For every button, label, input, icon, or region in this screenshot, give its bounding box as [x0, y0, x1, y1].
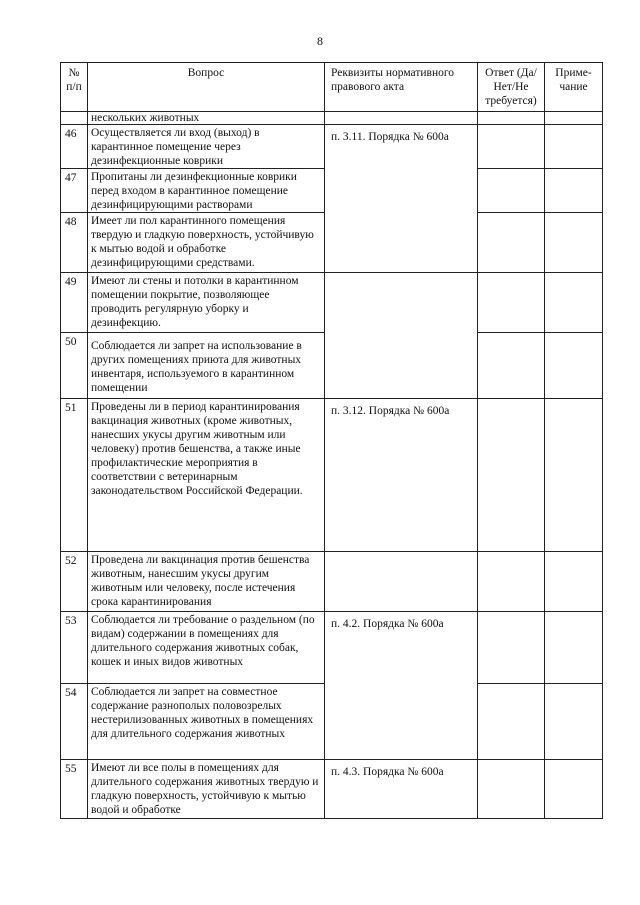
answer-cell[interactable]: [478, 333, 545, 399]
row-ref: [325, 273, 478, 333]
answer-cell[interactable]: [478, 273, 545, 333]
answer-cell[interactable]: [478, 684, 545, 760]
checklist-table: [60, 62, 603, 819]
note-cell[interactable]: [545, 213, 603, 273]
note-cell[interactable]: [545, 399, 603, 552]
table-row: [61, 112, 603, 125]
row-ref: п. 3.11. Порядка № 600а: [325, 125, 478, 169]
row-question: Имеют ли стены и потолки в карантинном помещении покрытие, позволяющее проводить регулярную уборку и дезинфекцию.: [88, 273, 325, 333]
answer-cell[interactable]: [478, 125, 545, 169]
page-number: 8: [317, 34, 323, 48]
table-row: [61, 399, 603, 552]
note-cell[interactable]: [545, 684, 603, 760]
table-row: [61, 273, 603, 333]
row-question: Проведены ли в период карантинирования вакцинация животных (кроме животных, нанесших укусы другим животным или человеку) против бешенства, а также иные профилактические мероприятия в соответствии с ветеринарным законодательством Российской Федерации.: [88, 399, 325, 552]
row-ref: [325, 552, 478, 612]
row-ref: [325, 213, 478, 273]
row-question: нескольких животных: [88, 112, 325, 125]
row-ref: п. 4.3. Порядка № 600а: [325, 760, 478, 819]
note-cell[interactable]: [545, 125, 603, 169]
row-num: 55: [61, 760, 88, 819]
table-row: [61, 684, 603, 760]
answer-cell[interactable]: [478, 399, 545, 552]
row-num: [61, 112, 88, 125]
answer-cell[interactable]: [478, 760, 545, 819]
row-num: 54: [61, 684, 88, 760]
row-ref: [325, 684, 478, 760]
table-row: [61, 169, 603, 213]
row-question: Имеет ли пол карантинного помещения твердую и гладкую поверхность, устойчивую к мытью водой и обработке дезинфицирующими средствами.: [88, 213, 325, 273]
row-num: 49: [61, 273, 88, 333]
row-num: 51: [61, 399, 88, 552]
table-row: [61, 760, 603, 819]
answer-cell[interactable]: [478, 552, 545, 612]
table-row: [61, 333, 603, 399]
note-cell[interactable]: [545, 333, 603, 399]
row-num: 53: [61, 612, 88, 684]
answer-cell[interactable]: [478, 169, 545, 213]
header-requisites: Реквизиты нормативного правового акта: [325, 63, 478, 112]
note-cell[interactable]: [545, 552, 603, 612]
answer-cell[interactable]: [478, 112, 545, 125]
row-question: Соблюдается ли запрет на использование в других помещениях приюта для животных инвентаря, используемого в карантинном помещении: [88, 333, 325, 399]
header-num: № п/п: [61, 63, 88, 112]
row-question: Пропитаны ли дезинфекционные коврики перед входом в карантинное помещение дезинфицирующими растворами: [88, 169, 325, 213]
table-row: [61, 125, 603, 169]
note-cell[interactable]: [545, 169, 603, 213]
header-question: Вопрос: [88, 63, 325, 112]
table-header-row: [61, 63, 603, 112]
header-answer: Ответ (Да/ Нет/Не требуется): [478, 63, 545, 112]
note-cell[interactable]: [545, 760, 603, 819]
header-note: Приме- чание: [545, 63, 603, 112]
row-question: Осуществляется ли вход (выход) в карантинное помещение через дезинфекционные коврики: [88, 125, 325, 169]
row-ref: п. 4.2. Порядка № 600а: [325, 612, 478, 684]
table-row: [61, 552, 603, 612]
table-row: [61, 213, 603, 273]
row-ref: п. 3.12. Порядка № 600а: [325, 399, 478, 552]
row-question: Соблюдается ли требование о раздельном (по видам) содержании в помещениях для длительного содержания животных собак, кошек и иных видов животных: [88, 612, 325, 684]
row-question: Имеют ли все полы в помещениях для длительного содержания животных твердую и гладкую поверхность, устойчивую к мытью водой и обработке: [88, 760, 325, 819]
row-num: 46: [61, 125, 88, 169]
row-num: 47: [61, 169, 88, 213]
row-num: 50: [61, 333, 88, 399]
row-num: 48: [61, 213, 88, 273]
row-question: Соблюдается ли запрет на совместное содержание разнополых половозрелых нестерилизованных животных в помещениях для длительного содержания животных: [88, 684, 325, 760]
row-question: Проведена ли вакцинация против бешенства животным, нанесшим укусы другим животным или человеку, после истечения срока карантинирования: [88, 552, 325, 612]
note-cell[interactable]: [545, 612, 603, 684]
answer-cell[interactable]: [478, 612, 545, 684]
row-ref: [325, 112, 478, 125]
note-cell[interactable]: [545, 273, 603, 333]
row-ref: [325, 169, 478, 213]
answer-cell[interactable]: [478, 213, 545, 273]
row-ref: [325, 333, 478, 399]
table-row: [61, 612, 603, 684]
row-num: 52: [61, 552, 88, 612]
note-cell[interactable]: [545, 112, 603, 125]
